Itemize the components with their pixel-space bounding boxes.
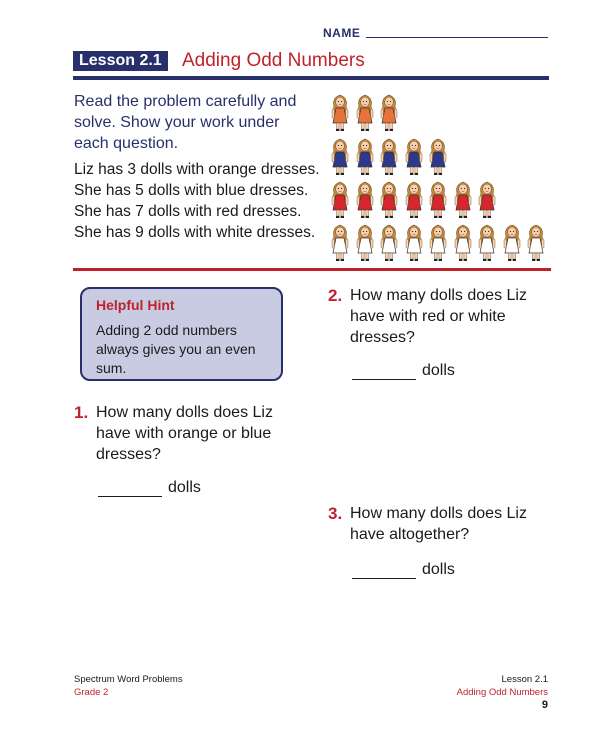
- answer-3: [352, 561, 455, 579]
- question-text-line: How many dolls does Liz: [350, 287, 527, 304]
- answer-blank[interactable]: [352, 363, 416, 380]
- doll-white-icon: [355, 222, 375, 262]
- doll-white-icon: [379, 222, 399, 262]
- question-2: [328, 285, 548, 355]
- answer-blank[interactable]: [98, 480, 162, 497]
- question-text-line: dresses?: [96, 446, 161, 463]
- doll-white-icon: [404, 222, 424, 262]
- doll-red-icon: [477, 179, 497, 219]
- question-number: 3.: [328, 504, 343, 523]
- doll-orange-icon: [355, 92, 375, 132]
- problem-story: Liz has 3 dolls with orange dresses. She has 5 dolls with blue dresses. She has 7 dolls with red dresses. She has 9 dolls with white dresses.: [74, 161, 320, 241]
- question-text-line: dresses?: [350, 329, 415, 346]
- doll-blue-icon: [355, 136, 375, 176]
- doll-orange-icon: [330, 92, 350, 132]
- doll-blue-icon: [379, 136, 399, 176]
- answer-unit: dolls: [422, 561, 455, 578]
- answer-1: [98, 479, 201, 497]
- doll-white-icon: [453, 222, 473, 262]
- doll-white-icon: [526, 222, 546, 262]
- footer-lesson: Lesson 2.1: [501, 674, 548, 685]
- doll-orange-icon: [379, 92, 399, 132]
- page-number: 9: [541, 699, 548, 711]
- question-text-line: How many dolls does Liz: [350, 505, 527, 522]
- section-divider: [73, 268, 551, 271]
- footer-lesson-title: Adding Odd Numbers: [456, 687, 548, 698]
- question-number: 2.: [328, 286, 343, 305]
- name-write-line[interactable]: [366, 37, 548, 38]
- helpful-hint-box: [80, 287, 283, 381]
- doll-red-icon: [330, 179, 350, 219]
- doll-white-icon: [502, 222, 522, 262]
- question-3: [328, 503, 548, 553]
- hint-text: Adding 2 odd numbers always gives you an even sum.: [96, 322, 256, 376]
- doll-white-icon: [330, 222, 350, 262]
- question-text-line: have with red or white: [350, 308, 506, 325]
- answer-unit: dolls: [422, 362, 455, 379]
- answer-unit: dolls: [168, 479, 201, 496]
- question-text-line: have altogether?: [350, 526, 470, 543]
- answer-blank[interactable]: [352, 562, 416, 579]
- question-number: 1.: [74, 403, 89, 422]
- doll-red-icon: [404, 179, 424, 219]
- question-text-line: How many dolls does Liz: [96, 404, 273, 421]
- answer-2: [352, 362, 455, 380]
- doll-white-icon: [428, 222, 448, 262]
- doll-illustration: [330, 92, 552, 267]
- hint-title: Helpful Hint: [96, 297, 175, 313]
- doll-red-icon: [379, 179, 399, 219]
- doll-blue-icon: [428, 136, 448, 176]
- question-text-line: have with orange or blue: [96, 425, 272, 442]
- name-label: NAME: [323, 26, 361, 40]
- lesson-number-badge: Lesson 2.1: [73, 51, 168, 71]
- footer-book-title: Spectrum Word Problems: [74, 674, 183, 685]
- instructions: Read the problem carefully and solve. Show your work under each question.: [74, 93, 297, 152]
- doll-red-icon: [453, 179, 473, 219]
- doll-red-icon: [355, 179, 375, 219]
- footer-grade: Grade 2: [74, 687, 109, 698]
- doll-red-icon: [428, 179, 448, 219]
- header-divider: [73, 76, 549, 80]
- lesson-title: Adding Odd Numbers: [182, 50, 365, 71]
- doll-white-icon: [477, 222, 497, 262]
- doll-blue-icon: [404, 136, 424, 176]
- doll-blue-icon: [330, 136, 350, 176]
